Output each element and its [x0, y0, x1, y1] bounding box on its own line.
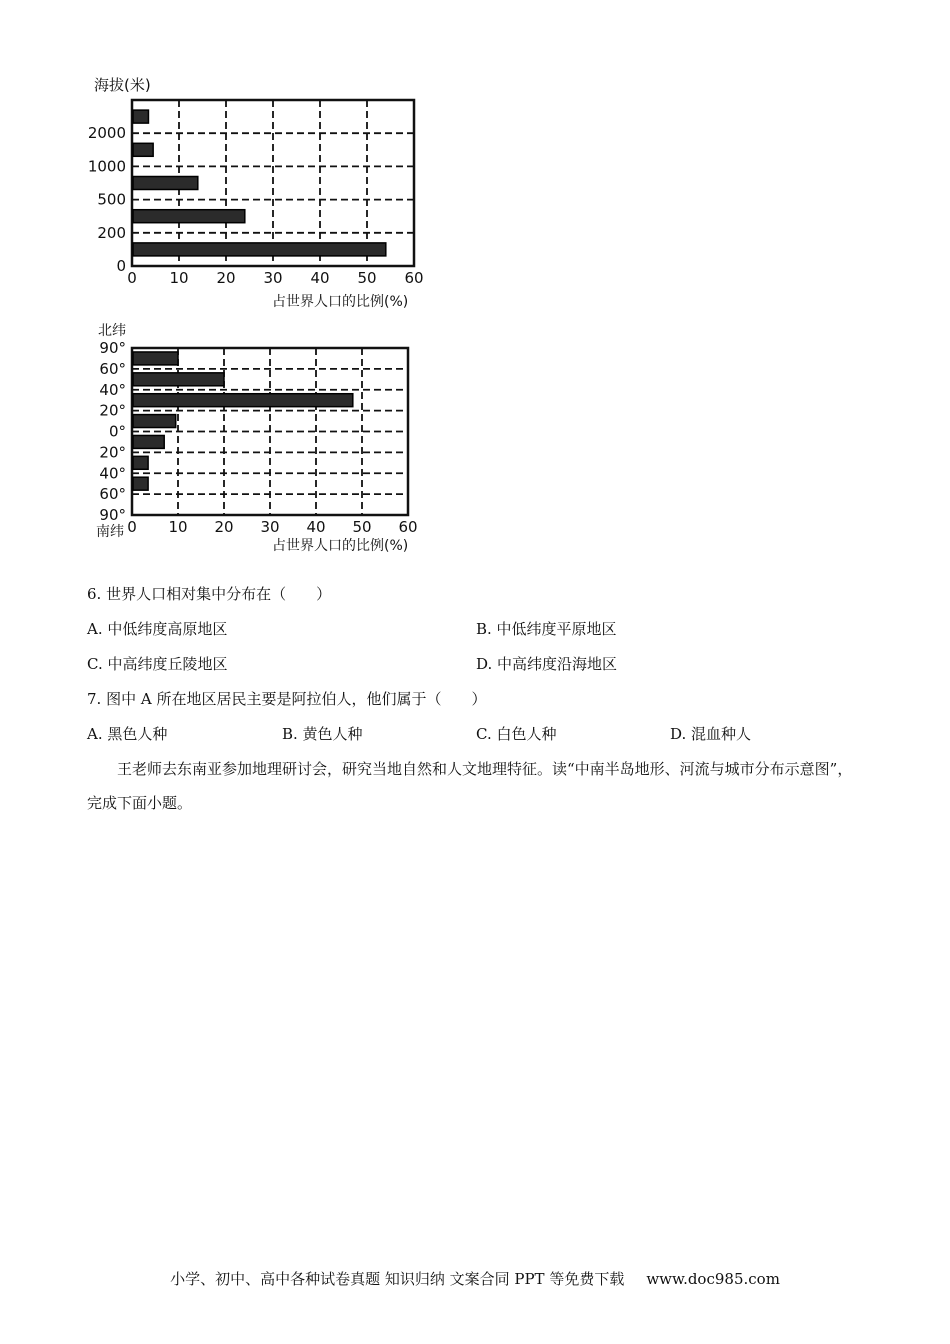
chart2-ylabel-south: 南纬: [96, 524, 124, 540]
c2-bar-0: [133, 352, 178, 365]
chart2-xlabel: 占世界人口的比例(%): [272, 538, 409, 554]
c2-bar-1: [133, 373, 224, 386]
c2-xtick-0: 0: [127, 518, 137, 536]
c2-ytick-4: 0°: [108, 422, 126, 441]
footer-text: 小学、初中、高中各种试卷真题 知识归纳 文案合同 PPT 等免费下载: [170, 1270, 625, 1288]
c1-bar-0: [133, 243, 386, 256]
c2-ytick-3: 20°: [99, 401, 126, 420]
c1-ytick-2: 500: [97, 190, 126, 209]
c2-xtick-3: 30: [260, 518, 280, 536]
c1-xtick-3: 30: [263, 269, 283, 287]
question-7-stem: 7. 图中 A 所在地区居民主要是阿拉伯人，他们属于（ ）: [87, 690, 487, 708]
c2-bar-2: [133, 394, 353, 407]
chart2-y-ticks: [99, 339, 126, 524]
c2-bar-5: [133, 456, 148, 469]
c2-xtick-4: 40: [306, 518, 326, 536]
c2-xtick-2: 20: [214, 518, 234, 536]
question-7-option-b[interactable]: B. 黄色人种: [282, 725, 363, 743]
chart1-xlabel: 占世界人口的比例(%): [272, 294, 409, 310]
c2-xtick-1: 10: [168, 518, 188, 536]
c1-bar-4: [133, 110, 148, 123]
c2-ytick-7: 60°: [99, 485, 126, 504]
question-6-option-b[interactable]: B. 中低纬度平原地区: [476, 620, 617, 638]
c2-ytick-5: 20°: [99, 443, 126, 462]
footer-url[interactable]: www.doc985.com: [646, 1270, 780, 1288]
altitude-population-chart: [80, 72, 440, 317]
c2-ytick-6: 40°: [99, 464, 126, 483]
question-6-option-c[interactable]: C. 中高纬度丘陵地区: [87, 655, 228, 673]
c2-xtick-5: 50: [352, 518, 372, 536]
question-7-option-d[interactable]: D. 混血种人: [670, 725, 752, 743]
chart1-x-ticks: [127, 269, 423, 287]
c1-ytick-1: 200: [97, 223, 126, 242]
c2-ytick-8: 90°: [99, 506, 126, 524]
c1-bar-2: [133, 177, 198, 190]
c1-xtick-2: 20: [216, 269, 236, 287]
chart2-ylabel-north: 北纬: [98, 323, 126, 339]
c1-bar-3: [133, 143, 153, 156]
c1-bar-1: [133, 210, 245, 223]
c1-ytick-0: 0: [116, 257, 126, 275]
chart2-bars: [133, 352, 353, 490]
latitude-population-chart: [80, 320, 440, 560]
chart1-y-ticks: [88, 124, 126, 275]
c1-xtick-4: 40: [310, 269, 330, 287]
c1-xtick-6: 60: [404, 269, 424, 287]
c2-bar-3: [133, 415, 176, 428]
c1-xtick-5: 50: [357, 269, 377, 287]
chart1-ylabel: 海拔(米): [94, 76, 151, 94]
question-7-option-a[interactable]: A. 黑色人种: [87, 725, 168, 743]
c1-xtick-0: 0: [127, 269, 137, 287]
question-6-option-a[interactable]: A. 中低纬度高原地区: [87, 620, 228, 638]
chart1-bars: [133, 110, 386, 256]
page-footer: [0, 1269, 950, 1289]
context-paragraph: 王老师去东南亚参加地理研讨会，研究当地自然和人文地理特征。读“中南半岛地形、河流与城市分布示意图”，完成下面小题。: [87, 760, 853, 812]
question-7-option-c[interactable]: C. 白色人种: [476, 725, 557, 743]
question-6-option-d[interactable]: D. 中高纬度沿海地区: [476, 655, 618, 673]
c1-xtick-1: 10: [169, 269, 189, 287]
chart2-x-ticks: [127, 518, 417, 536]
c2-xtick-6: 60: [398, 518, 418, 536]
c2-ytick-2: 40°: [99, 380, 126, 399]
c2-bar-4: [133, 435, 164, 448]
c2-ytick-1: 60°: [99, 359, 126, 378]
c2-bar-6: [133, 477, 148, 490]
c1-ytick-3: 1000: [87, 157, 126, 176]
c1-ytick-4: 2000: [87, 124, 126, 143]
question-6-stem: 6. 世界人口相对集中分布在（ ）: [87, 585, 332, 603]
c2-ytick-0: 90°: [99, 339, 126, 357]
